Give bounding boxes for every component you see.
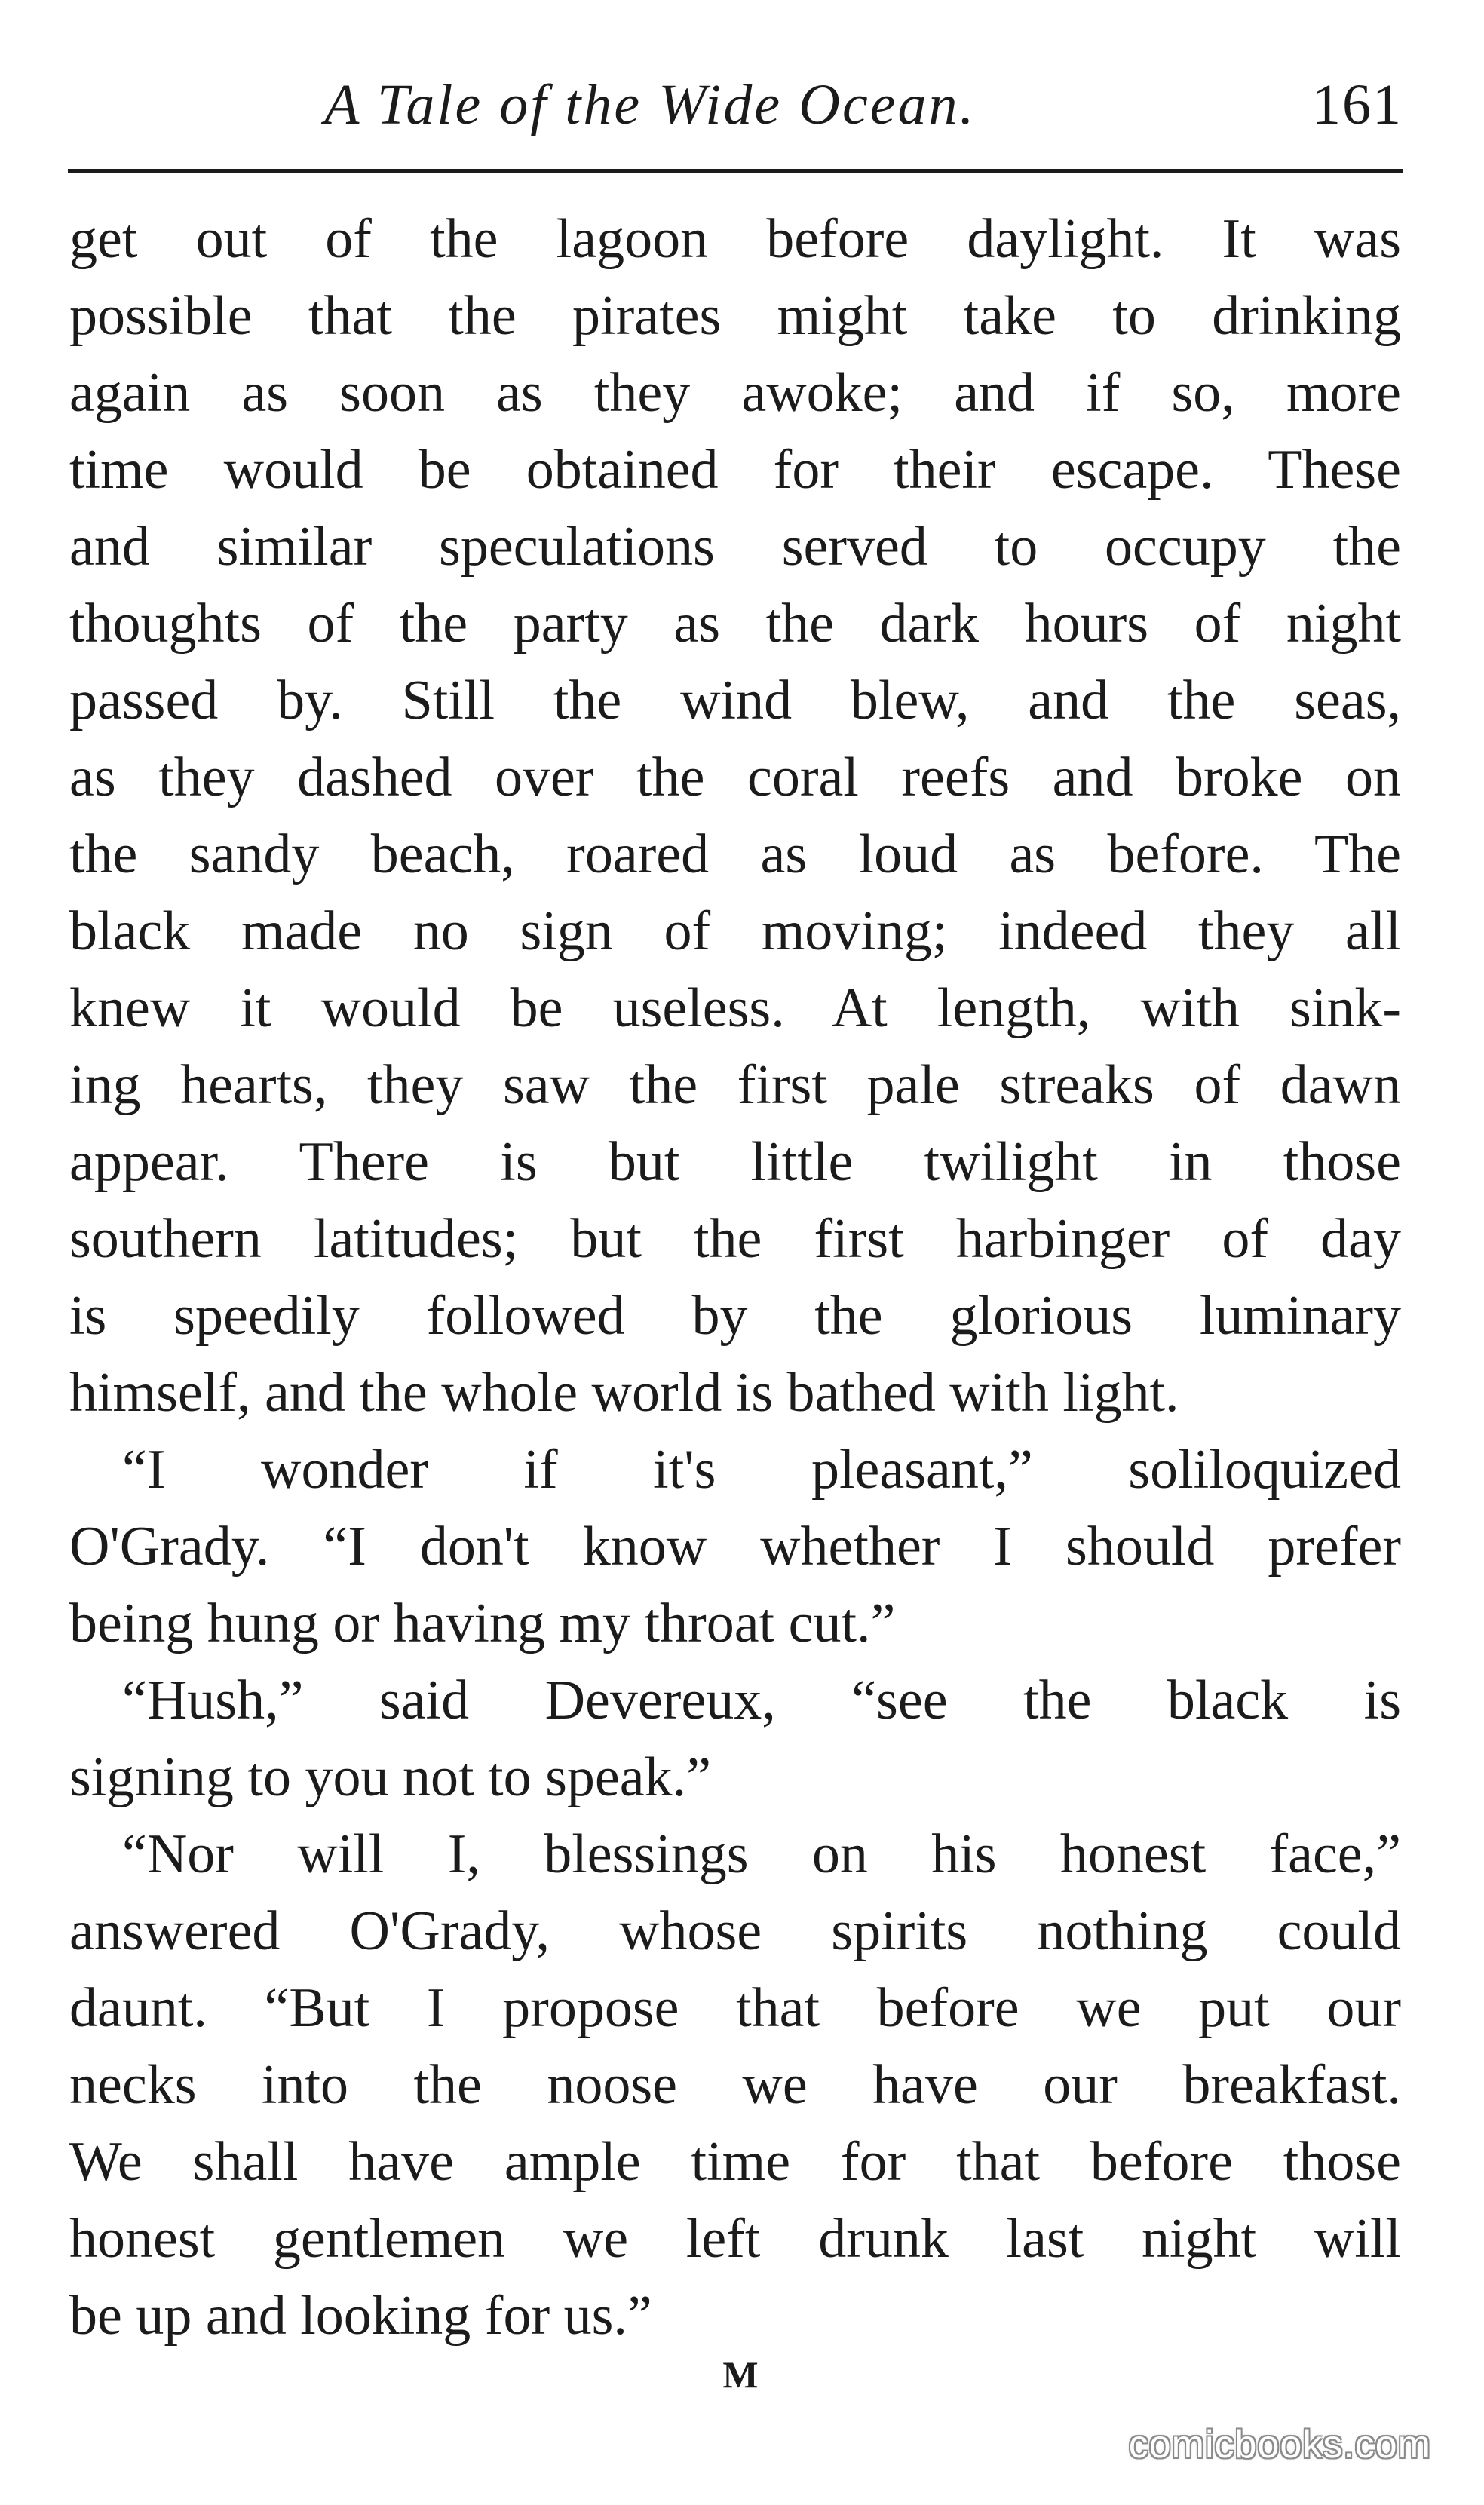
text-line: We shall have ample time for that before those xyxy=(69,2131,1401,2193)
text-line: “Hush,” said Devereux, “see the black is xyxy=(122,1669,1401,1731)
text-line: the sandy beach, roared as loud as before. The xyxy=(69,823,1401,885)
text-line: thoughts of the party as the dark hours of night xyxy=(69,593,1401,655)
text-line: time would be obtained for their escape. These xyxy=(69,439,1401,501)
text-line: necks into the noose we have our breakfast. xyxy=(69,2054,1401,2116)
text-line: possible that the pirates might take to drinking xyxy=(69,285,1401,347)
text-line: as they dashed over the coral reefs and broke on xyxy=(69,747,1401,808)
text-line: “Nor will I, blessings on his honest face,” xyxy=(122,1823,1401,1885)
text-line: signing to you not to speak.” xyxy=(69,1746,711,1808)
text-line: knew it would be useless. At length, with sink- xyxy=(69,977,1401,1039)
running-head xyxy=(68,63,1403,146)
text-line: get out of the lagoon before daylight. It was xyxy=(69,208,1401,270)
text-line: and similar speculations served to occupy the xyxy=(69,516,1401,578)
text-line: “I wonder if it's pleasant,” soliloquized xyxy=(122,1439,1401,1501)
text-line: O'Grady. “I don't know whether I should prefer xyxy=(69,1516,1401,1578)
text-line: is speedily followed by the glorious luminary xyxy=(69,1285,1401,1347)
text-line: being hung or having my throat cut.” xyxy=(69,1593,896,1654)
page-number: 161 xyxy=(1312,73,1403,136)
running-title: A Tale of the Wide Ocean. xyxy=(324,73,977,136)
text-line: southern latitudes; but the first harbinger of day xyxy=(69,1208,1401,1270)
text-line: passed by. Still the wind blew, and the seas, xyxy=(69,670,1401,731)
watermark: comicbooks.com xyxy=(1128,2423,1431,2467)
text-line: honest gentlemen we left drunk last night will xyxy=(69,2208,1401,2270)
text-line: ing hearts, they saw the first pale streaks of dawn xyxy=(69,1054,1401,1116)
text-line: be up and looking for us.” xyxy=(69,2285,652,2347)
body-text xyxy=(69,201,1401,2354)
text-line: himself, and the whole world is bathed with light. xyxy=(69,1362,1179,1424)
text-line: appear. There is but little twilight in those xyxy=(69,1131,1401,1193)
header-rule xyxy=(68,169,1403,173)
text-line: daunt. “But I propose that before we put our xyxy=(69,1977,1401,2039)
text-line: again as soon as they awoke; and if so, more xyxy=(69,362,1401,424)
text-line: answered O'Grady, whose spirits nothing could xyxy=(69,1900,1401,1962)
signature-mark: M xyxy=(722,2353,762,2396)
text-line: black made no sign of moving; indeed they all xyxy=(69,900,1401,962)
